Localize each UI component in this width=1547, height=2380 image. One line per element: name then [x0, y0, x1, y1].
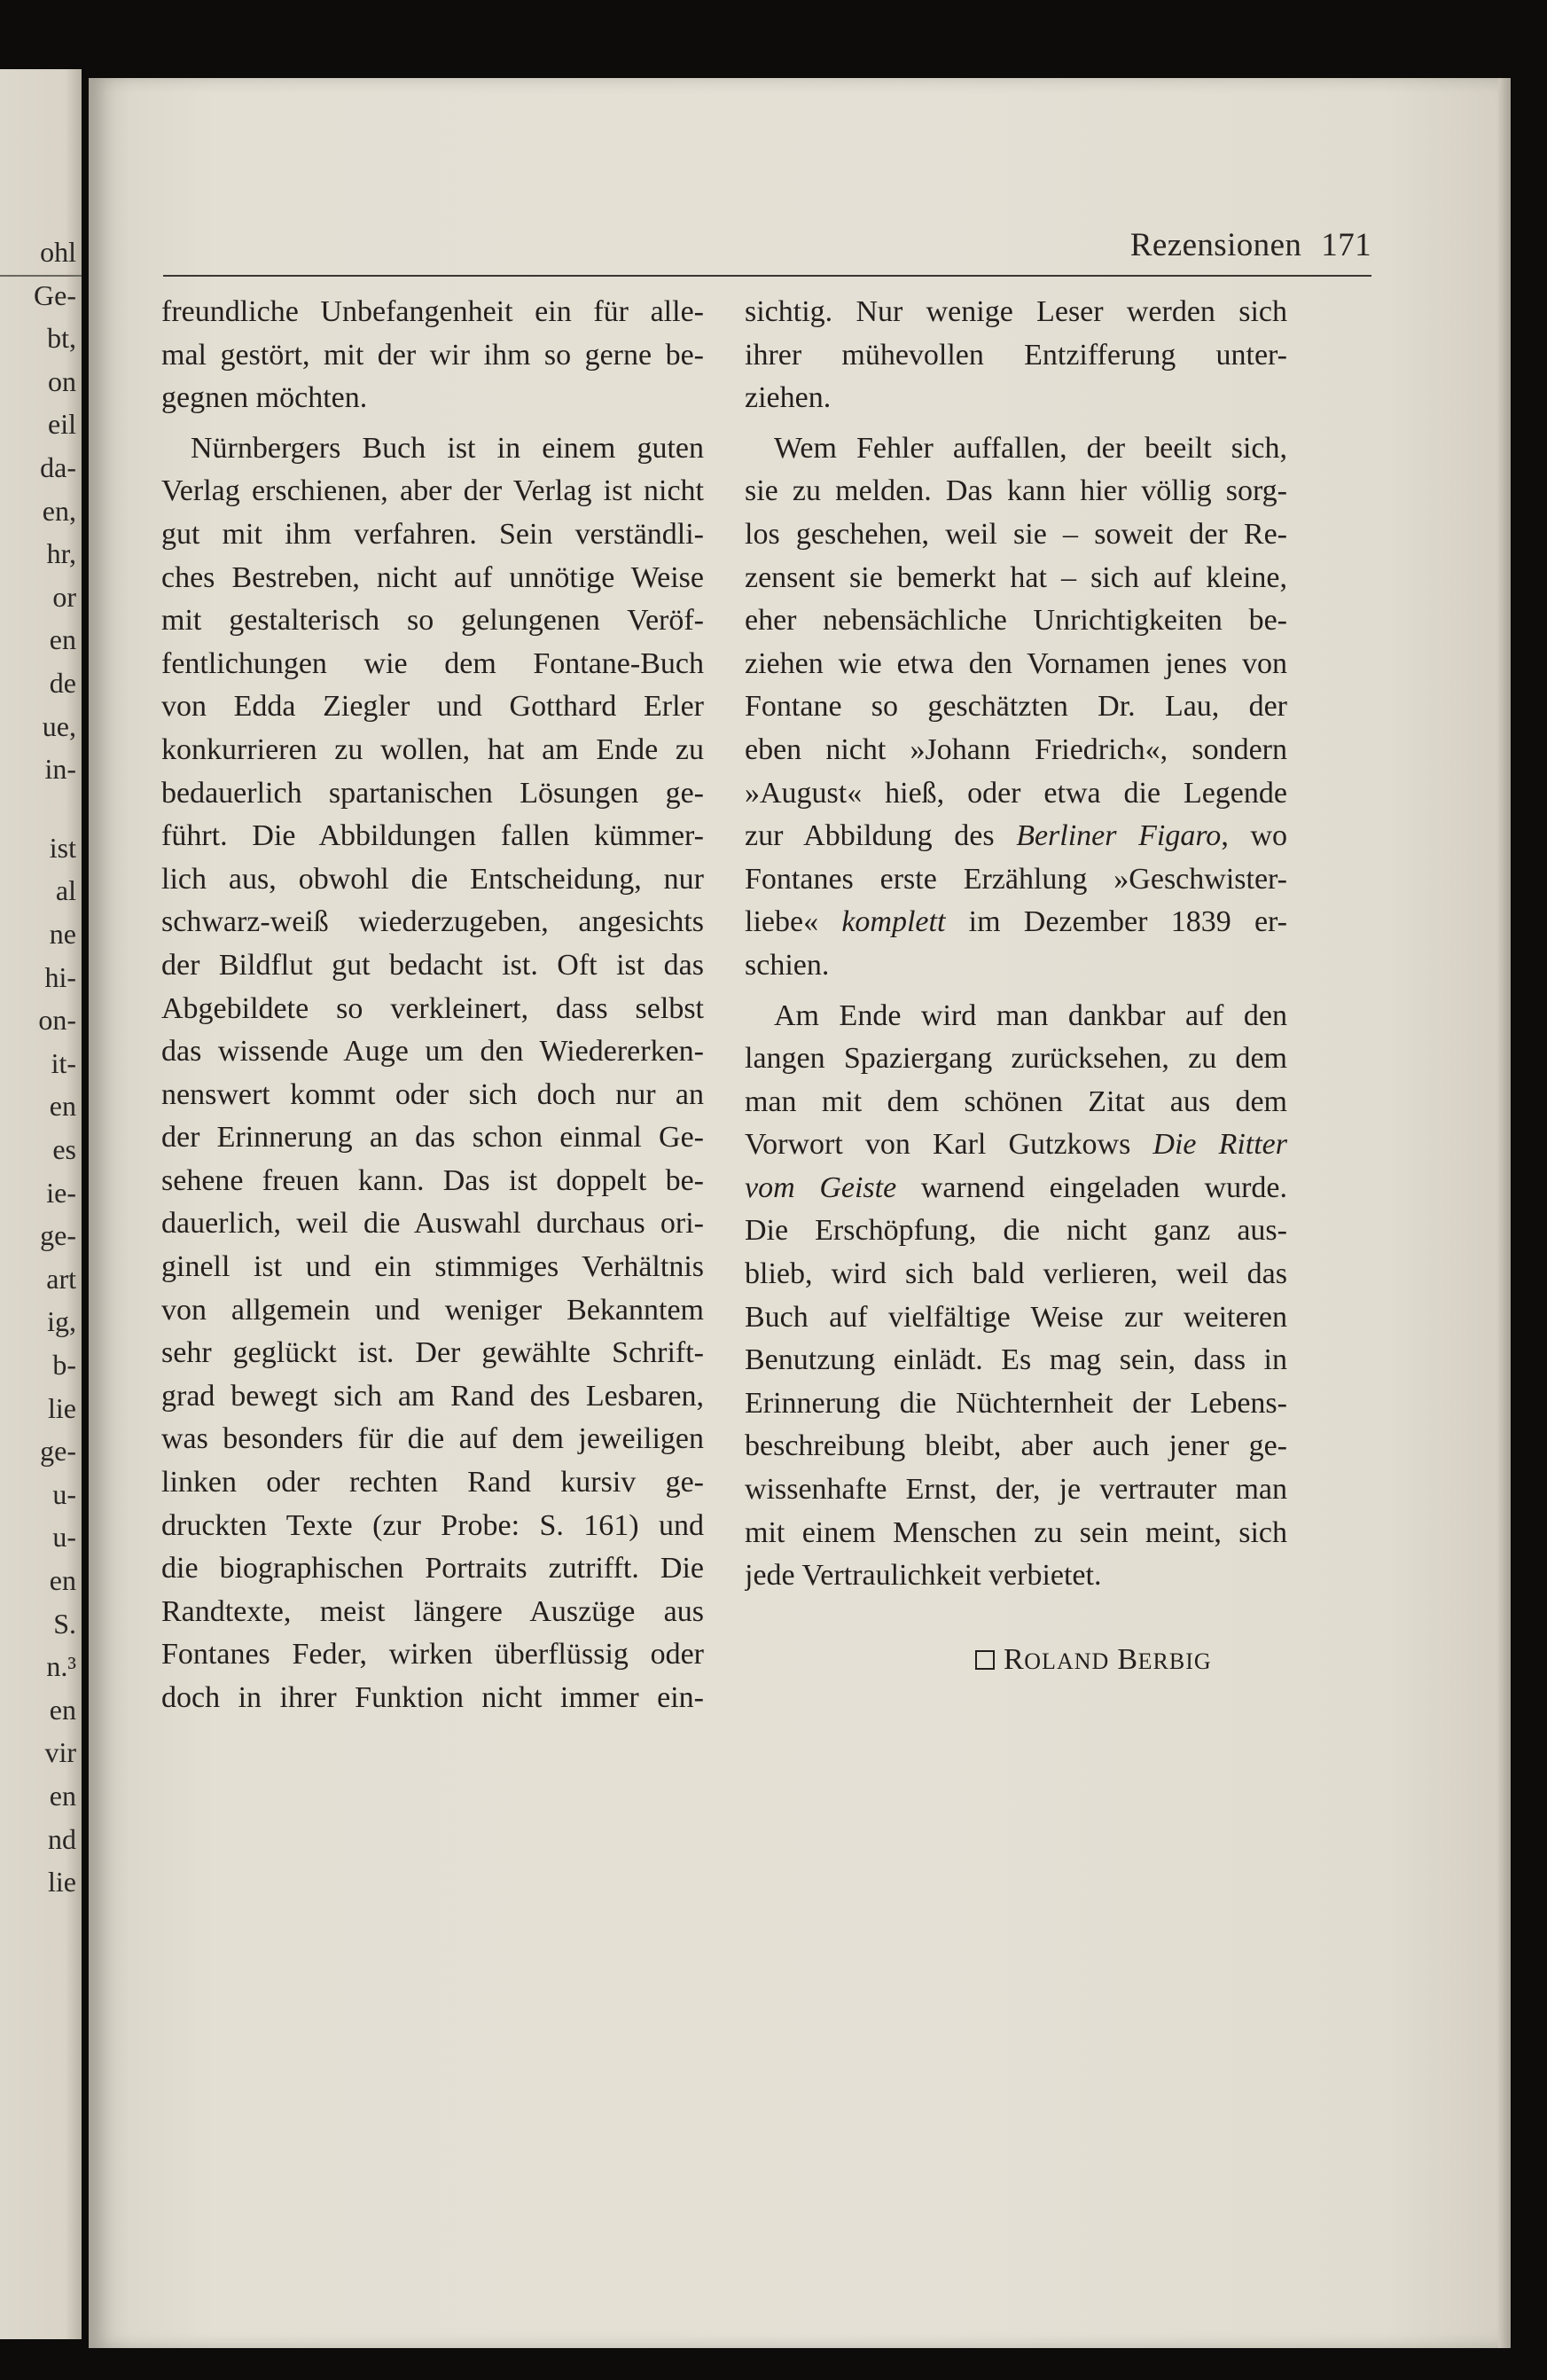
text-line: sehr geglückt ist. Der gewählte Schrift-: [161, 1336, 704, 1370]
text-line: zensent sie bemerkt hat – sich auf kleine,: [745, 560, 1287, 594]
previous-page-text-fragment: en: [49, 1693, 76, 1726]
previous-page-text-fragment: ie-: [46, 1176, 76, 1209]
text-line: druckten Texte (zur Probe: S. 161) und: [161, 1508, 704, 1542]
previous-page-text-fragment: hi-: [44, 960, 76, 993]
text-line: ziehen.: [745, 381, 832, 415]
previous-page-text-fragment: art: [46, 1262, 76, 1295]
text-line: »August« hieß, oder etwa die Legende: [745, 776, 1287, 810]
previous-page-text-fragment: ig,: [47, 1305, 76, 1338]
text-line: ihrer mühevollen Entzifferung unter-: [745, 338, 1287, 372]
previous-page-text-fragment: ue,: [42, 709, 76, 742]
previous-page-text-fragment: hr,: [46, 537, 76, 570]
text-line: Erinnerung die Nüchternheit der Lebens-: [745, 1386, 1287, 1420]
text-line: eher nebensächliche Unrichtigkeiten be-: [745, 604, 1287, 638]
text-line: Nürnbergers Buch ist in einem guten: [191, 431, 704, 465]
previous-page-text-fragment: lie: [48, 1866, 76, 1899]
text-line: die biographischen Portraits zutrifft. Die: [161, 1552, 704, 1585]
previous-page-text-fragment: al: [55, 874, 76, 907]
previous-page-text-fragment: ist: [49, 831, 76, 864]
previous-page-text-fragment: ne: [49, 918, 76, 950]
text-line: von allgemein und weniger Bekanntem: [161, 1293, 704, 1327]
previous-page-text-fragment: S.: [53, 1607, 76, 1640]
previous-page-text-fragment: en: [49, 1090, 76, 1123]
paragraph-gap: [161, 420, 704, 427]
page-number: 171: [1321, 227, 1371, 263]
previous-page-text-fragment: vir: [44, 1736, 76, 1769]
previous-page-text-fragment: en: [49, 1780, 76, 1812]
text-line: das wissende Auge um den Wiedererken-: [161, 1035, 704, 1069]
italic-title: komplett: [841, 905, 946, 939]
book-page: [89, 78, 1498, 2348]
paragraph-gap: [745, 1598, 1287, 1605]
text-line: führt. Die Abbildungen fallen kümmer-: [161, 819, 704, 853]
text-line: jede Vertraulichkeit verbietet.: [745, 1559, 1102, 1593]
previous-page-text-fragment: bt,: [47, 322, 76, 355]
text-line: blieb, wird sich bald verlieren, weil das: [745, 1257, 1287, 1291]
text-line: liebe« komplett im Dezember 1839 er-: [745, 905, 1287, 939]
text-line: eben nicht »Johann Friedrich«, sondern: [745, 732, 1287, 766]
paragraph-gap: [745, 988, 1287, 995]
text-line: linken oder rechten Rand kursiv ge-: [161, 1466, 704, 1499]
text-line: mal gestört, mit der wir ihm so gerne be-: [161, 338, 704, 372]
header-rule: [163, 275, 1371, 277]
text-line: Abgebildete so verkleinert, dass selbst: [161, 991, 704, 1025]
text-line: ziehen wie etwa den Vornamen jenes von: [745, 646, 1287, 680]
previous-page-text-fragment: nd: [48, 1822, 76, 1855]
previous-page-text-fragment: u-: [52, 1477, 76, 1510]
text-line: mit gestalterisch so gelungenen Veröf-: [161, 604, 704, 638]
text-line: Die Erschöpfung, die nicht ganz aus-: [745, 1214, 1287, 1248]
previous-page-rule: [0, 275, 82, 277]
text-line: gegnen möchten.: [161, 381, 368, 415]
text-line: gut mit ihm verfahren. Sein verständli-: [161, 517, 704, 551]
page-block-edge: [1498, 78, 1511, 2348]
text-line: Vorwort von Karl Gutzkows Die Ritter: [745, 1128, 1287, 1162]
checkbox-square-icon: [975, 1650, 995, 1670]
text-line: langen Spaziergang zurücksehen, zu dem: [745, 1042, 1287, 1076]
text-line: Fontanes Feder, wirken überflüssig oder: [161, 1638, 704, 1671]
text-line: bedauerlich spartanischen Lösungen ge-: [161, 776, 704, 810]
text-line: Am Ende wird man dankbar auf den: [774, 998, 1287, 1032]
text-line: schien.: [745, 948, 830, 982]
text-line: zur Abbildung des Berliner Figaro, wo: [745, 819, 1287, 853]
previous-page-text-fragment: u-: [52, 1521, 76, 1554]
previous-page-text-fragment: ge-: [40, 1219, 76, 1252]
text-line: ches Bestreben, nicht auf unnötige Weise: [161, 560, 704, 594]
previous-page-text-fragment: on: [48, 364, 76, 397]
text-line: Fontanes erste Erzählung »Geschwister-: [745, 862, 1287, 896]
text-line: vom Geiste warnend eingeladen wurde.: [745, 1170, 1287, 1204]
previous-page-text-fragment: da-: [40, 451, 76, 483]
text-line: schwarz-weiß wiederzugeben, angesichts: [161, 905, 704, 939]
text-line: Benutzung einlädt. Es mag sein, dass in: [745, 1343, 1287, 1377]
italic-title: Berliner Figaro: [1016, 819, 1222, 853]
running-head-section: Rezensionen: [1129, 227, 1302, 263]
text-line: der Erinnerung an das schon einmal Ge-: [161, 1121, 704, 1155]
text-line: beschreibung bleibt, aber auch jener ge-: [745, 1429, 1287, 1463]
running-head: [160, 229, 1371, 262]
text-line: ginell ist und ein stimmiges Verhältnis: [161, 1250, 704, 1284]
author-signature: ROLAND BERBIG: [975, 1643, 1374, 1677]
text-line: Randtexte, meist längere Auszüge aus: [161, 1594, 704, 1628]
text-line: Wem Fehler auffallen, der beeilt sich,: [774, 431, 1287, 465]
text-line: sehene freuen kann. Das ist doppelt be-: [161, 1163, 704, 1197]
text-line: mit einem Menschen zu sein meint, sich: [745, 1515, 1287, 1549]
previous-page-text-fragment: ge-: [40, 1435, 76, 1468]
previous-page-text-fragment: n.³: [46, 1650, 76, 1683]
previous-page-text-fragment: en,: [42, 494, 76, 527]
previous-page-text-fragment: or: [52, 580, 76, 613]
text-line: freundliche Unbefangenheit ein für alle-: [161, 295, 704, 328]
italic-title: Die Ritter: [1152, 1128, 1287, 1162]
text-line: Buch auf vielfältige Weise zur weiteren: [745, 1300, 1287, 1334]
text-line: der Bildflut gut bedacht ist. Oft ist das: [161, 948, 704, 982]
text-line: konkurrieren zu wollen, hat am Ende zu: [161, 732, 704, 766]
text-line: fentlichungen wie dem Fontane-Buch: [161, 646, 704, 680]
previous-page-text-fragment: eil: [48, 408, 76, 441]
previous-page-text-fragment: it-: [51, 1046, 76, 1079]
previous-page-text-fragment: b-: [52, 1349, 76, 1381]
previous-page-text-fragment: en: [49, 1564, 76, 1596]
text-line: wissenhafte Ernst, der, je vertrauter man: [745, 1473, 1287, 1507]
text-line: von Edda Ziegler und Gotthard Erler: [161, 690, 704, 724]
text-line: man mit dem schönen Zitat aus dem: [745, 1084, 1287, 1118]
text-line: nenswert kommt oder sich doch nur an: [161, 1077, 704, 1111]
previous-page-text-fragment: es: [52, 1133, 76, 1165]
previous-page-text-fragment: Ge-: [34, 278, 76, 311]
text-line: lich aus, obwohl die Entscheidung, nur: [161, 862, 704, 896]
text-line: sie zu melden. Das kann hier völlig sorg-: [745, 474, 1287, 508]
previous-page-text-fragment: en: [49, 623, 76, 656]
text-line: Verlag erschienen, aber der Verlag ist nicht: [161, 474, 704, 508]
italic-title: vom Geiste: [745, 1170, 897, 1204]
previous-page-edge: [0, 69, 82, 2339]
text-column-left: [161, 291, 704, 1720]
text-line: doch in ihrer Funktion nicht immer ein-: [161, 1681, 704, 1714]
text-line: Fontane so geschätzten Dr. Lau, der: [745, 690, 1287, 724]
text-line: los geschehen, weil sie – soweit der Re-: [745, 517, 1287, 551]
text-column-right: [745, 291, 1287, 1605]
previous-page-text-fragment: ohl: [40, 236, 76, 268]
text-line: sichtig. Nur wenige Leser werden sich: [745, 295, 1287, 328]
text-line: was besonders für die auf dem jeweiligen: [161, 1422, 704, 1456]
previous-page-text-fragment: on-: [38, 1004, 76, 1037]
paragraph-gap: [745, 420, 1287, 427]
previous-page-text-fragment: in-: [44, 753, 76, 786]
previous-page-text-fragment: de: [49, 667, 76, 699]
text-line: dauerlich, weil die Auswahl durchaus ori-: [161, 1207, 704, 1241]
previous-page-text-fragment: lie: [48, 1391, 76, 1424]
text-line: grad bewegt sich am Rand des Lesbaren,: [161, 1379, 704, 1413]
